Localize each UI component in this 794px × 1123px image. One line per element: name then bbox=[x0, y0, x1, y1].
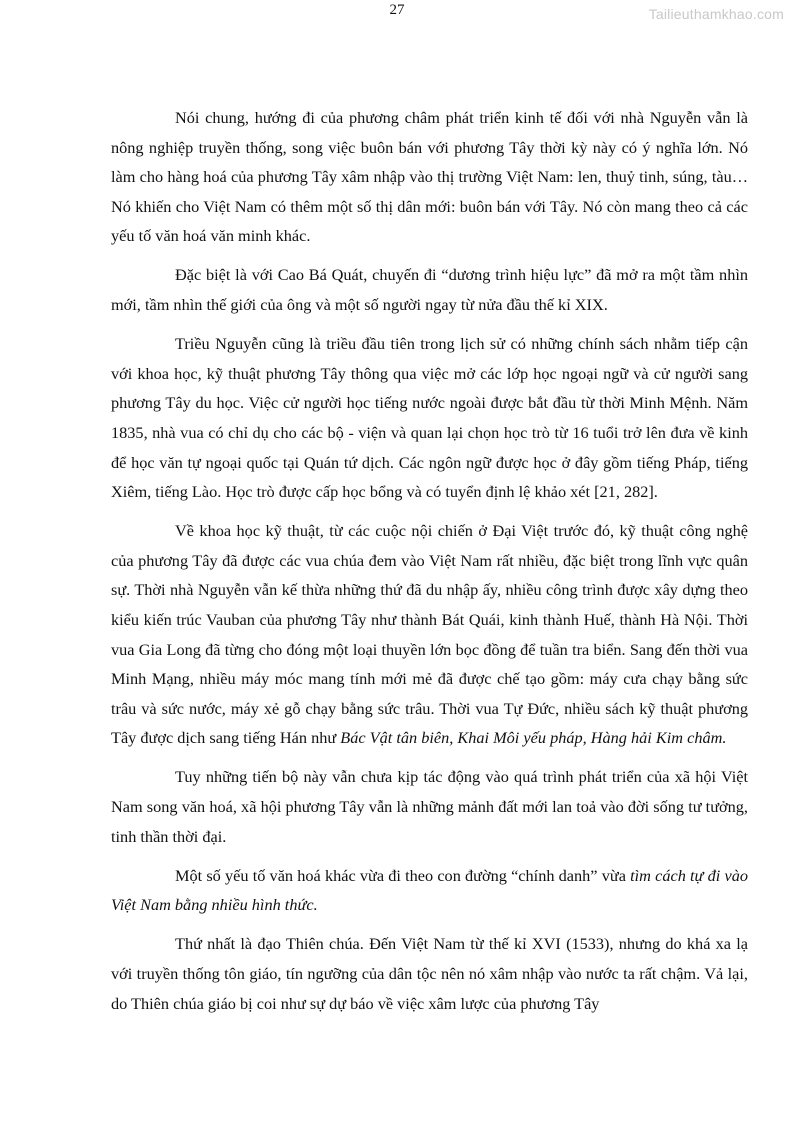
page-number: 27 bbox=[389, 2, 405, 18]
paragraph-7 bbox=[111, 929, 748, 1018]
paragraph-1 bbox=[111, 103, 748, 251]
paragraph-2 bbox=[111, 260, 748, 319]
italic-phrase: tìm cách tự đi vào Việt Nam bằng nhiều hình thức. bbox=[111, 865, 748, 915]
document-body bbox=[111, 103, 748, 1028]
paragraph-3 bbox=[111, 329, 748, 507]
paragraph-text: Về khoa học kỹ thuật, từ các cuộc nội chiến ở Đại Việt trước đó, kỹ thuật công nghệ của phương Tây đã được các vua chúa đem vào Việt Nam rất nhiều, đặc biệt trong lĩnh vực quân sự. Thời nhà Nguyễn vẫn kế thừa những thứ đã du nhập ấy, nhiều công trình được xây dựng theo kiểu kiến trúc Vauban của phương Tây như thành Bát Quái, kinh thành Huế, thành Hà Nội. Thời vua Gia Long đã từng cho đóng một loại thuyền lớn bọc đồng để tuần tra biển. Sang đến thời vua Minh Mạng, nhiều máy móc mang tính mới mẻ đã được chế tạo gồm: máy cưa chạy bằng sức trâu và sức nước, máy xẻ gỗ chạy bằng sức trâu. Thời vua Tự Đức, nhiều sách kỹ thuật phương Tây được dịch sang tiếng Hán như bbox=[111, 521, 748, 748]
paragraph-text: Một số yếu tố văn hoá khác vừa đi theo con đường “chính danh” vừa bbox=[175, 865, 631, 885]
paragraph-6 bbox=[111, 861, 748, 920]
paragraph-text: Đặc biệt là với Cao Bá Quát, chuyến đi “dương trình hiệu lực” đã mở ra một tầm nhìn mới, tầm nhìn thế giới của ông và một số người ngay từ nửa đầu thế kỉ XIX. bbox=[111, 265, 748, 315]
paragraph-5 bbox=[111, 762, 748, 851]
paragraph-text: Triều Nguyễn cũng là triều đầu tiên trong lịch sử có những chính sách nhằm tiếp cận với khoa học, kỹ thuật phương Tây thông qua việc mở các lớp học ngoại ngữ và cử người sang phương Tây du học. Việc cử người học tiếng nước ngoài được bắt đầu từ thời Minh Mệnh. Năm 1835, nhà vua có chỉ dụ cho các bộ - viện và quan lại chọn học trò từ 16 tuổi trở lên đưa về kinh để học văn tự ngoại quốc tại Quán tứ dịch. Các ngôn ngữ được học ở đây gồm tiếng Pháp, tiếng Xiêm, tiếng Lào. Học trò được cấp học bổng và có tuyển định lệ khảo xét [21, 282]. bbox=[111, 334, 748, 502]
paragraph-text: Tuy những tiến bộ này vẫn chưa kịp tác động vào quá trình phát triển của xã hội Việt Nam song văn hoá, xã hội phương Tây vẫn là những mảnh đất mới lan toả vào đời sống tư tưởng, tinh thần thời đại. bbox=[111, 767, 748, 846]
watermark: Tailieuthamkhao.com bbox=[648, 6, 784, 22]
paragraph-text: Thứ nhất là đạo Thiên chúa. Đến Việt Nam từ thế kỉ XVI (1533), nhưng do khá xa lạ với truyền thống tôn giáo, tín ngưỡng của dân tộc nên nó xâm nhập vào nước ta rất chậm. Vả lại, do Thiên chúa giáo bị coi như sự dự báo về việc xâm lược của phương Tây bbox=[111, 934, 748, 1013]
paragraph-4 bbox=[111, 516, 748, 753]
paragraph-text: Nói chung, hướng đi của phương châm phát triển kinh tế đối với nhà Nguyễn vẫn là nông nghiệp truyền thống, song việc buôn bán với phương Tây thời kỳ này có ý nghĩa lớn. Nó làm cho hàng hoá của phương Tây xâm nhập vào thị trường Việt Nam: len, thuỷ tinh, súng, tàu… Nó khiến cho Việt Nam có thêm một số thị dân mới: buôn bán với Tây. Nó còn mang theo cả các yếu tố văn hoá văn minh khác. bbox=[111, 108, 748, 246]
book-titles: Bác Vật tân biên, Khai Môi yếu pháp, Hàng hải Kim châm. bbox=[340, 728, 727, 748]
